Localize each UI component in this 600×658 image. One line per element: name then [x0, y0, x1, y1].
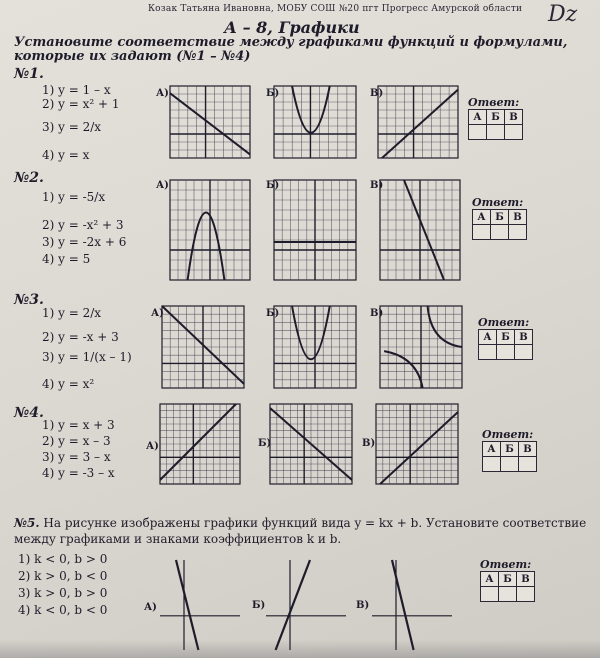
answer-cell[interactable] — [515, 345, 533, 360]
formula-item: 3) y = 1/(x – 1) — [42, 350, 132, 364]
task-number: №1. — [14, 66, 44, 82]
option-item: 4) k < 0, b < 0 — [18, 603, 108, 617]
graph-grid-1v — [378, 86, 458, 158]
graph-label-b: Б) — [266, 88, 280, 99]
task-number: №4. — [14, 405, 44, 421]
formula-item: 4) y = -3 – x — [42, 466, 115, 480]
answer-table — [468, 109, 523, 140]
answer-box — [480, 558, 535, 602]
answer-caption: Ответ: — [478, 316, 530, 329]
graph-label-v: В) — [356, 600, 370, 611]
graph-grid-2b — [274, 180, 356, 280]
graph-label-a: А) — [144, 602, 157, 613]
answer-column-header: А — [481, 572, 499, 587]
graph-label-b: Б) — [266, 180, 280, 191]
answer-caption: Ответ: — [482, 428, 534, 441]
answer-column-header: А — [479, 330, 497, 345]
graph-label-a: А) — [156, 180, 169, 191]
formula-item: 2) y = x² + 1 — [42, 97, 120, 111]
answer-column-header: Б — [491, 210, 509, 225]
answer-column-header: А — [483, 442, 501, 457]
graph-grid-2a — [170, 180, 250, 280]
option-item: 1) k < 0, b > 0 — [18, 552, 108, 566]
answer-cell[interactable] — [499, 587, 517, 602]
graph-grid-1b — [274, 86, 356, 158]
graph-label-a: А) — [151, 308, 164, 319]
graph-grid-3v — [380, 306, 462, 388]
answer-box — [472, 196, 527, 240]
answer-column-header: В — [515, 330, 533, 345]
answer-column-header: В — [505, 110, 523, 125]
answer-cell[interactable] — [505, 125, 523, 140]
instruction-text: Установите соответствие между графиками функций и формулами, которые их задают (№1 – №4) — [14, 35, 568, 64]
graph-label-a: А) — [156, 88, 169, 99]
answer-cell[interactable] — [519, 457, 537, 472]
answer-cell[interactable] — [517, 587, 535, 602]
graph-axes-5v — [372, 560, 452, 650]
task-number: №2. — [14, 170, 44, 186]
graph-line — [176, 560, 198, 650]
task-number: №3. — [14, 292, 44, 308]
formula-item: 3) y = -2x + 6 — [42, 235, 127, 249]
photo-shadow — [0, 640, 600, 658]
graph-grid-3b — [274, 306, 356, 388]
option-item: 2) k > 0, b < 0 — [18, 569, 108, 583]
answer-cell[interactable] — [479, 345, 497, 360]
task5-statement — [14, 515, 594, 547]
graph-line — [392, 560, 414, 650]
answer-cell[interactable] — [473, 225, 491, 240]
graph-label-a: А) — [146, 441, 159, 452]
formula-item: 2) y = x – 3 — [42, 434, 111, 448]
graph-grid-1a — [170, 86, 250, 158]
formula-item: 1) y = 2/x — [42, 306, 102, 320]
handwritten-signature: Dz — [548, 2, 578, 27]
answer-cell[interactable] — [481, 587, 499, 602]
formula-item: 2) y = -x + 3 — [42, 330, 119, 344]
formula-item: 4) y = x² — [42, 377, 95, 391]
answer-cell[interactable] — [483, 457, 501, 472]
answer-table — [482, 441, 537, 472]
page-title: А – 8, Графики — [224, 18, 360, 37]
answer-table — [472, 209, 527, 240]
graph-axes-5a — [160, 560, 240, 650]
answer-caption: Ответ: — [468, 96, 520, 109]
answer-cell[interactable] — [487, 125, 505, 140]
answer-cell[interactable] — [509, 225, 527, 240]
graph-curve — [170, 93, 250, 154]
answer-caption: Ответ: — [480, 558, 532, 571]
answer-column-header: А — [473, 210, 491, 225]
answer-table — [480, 571, 535, 602]
graph-grid-2v — [380, 180, 460, 280]
formula-item: 1) y = -5/x — [42, 190, 106, 204]
answer-box — [478, 316, 533, 360]
formula-item: 2) y = -x² + 3 — [42, 218, 124, 232]
graph-label-v: В) — [370, 308, 384, 319]
task5-text: На рисунке изображены графики функций вида y = kx + b. Установите соответствие между графиками и знаками коэффициентов k и b. — [14, 516, 587, 546]
answer-column-header: А — [469, 110, 487, 125]
answer-column-header: Б — [501, 442, 519, 457]
graph-label-v: В) — [362, 438, 376, 449]
graph-axes-5b — [266, 560, 346, 650]
task-number: №5. — [14, 516, 40, 530]
graph-grid-4a — [160, 404, 240, 484]
graph-line — [276, 560, 310, 650]
answer-column-header: В — [519, 442, 537, 457]
answer-cell[interactable] — [497, 345, 515, 360]
graph-grid-3a — [162, 306, 244, 388]
answer-table — [478, 329, 533, 360]
formula-item: 3) y = 3 – x — [42, 450, 111, 464]
graph-grid-4v — [376, 404, 458, 484]
graph-curve — [380, 412, 458, 484]
author-line: Козак Татьяна Ивановна, МОБУ СОШ №20 пгт Прогресс Амурской области — [148, 4, 523, 14]
answer-box — [468, 96, 523, 140]
answer-column-header: Б — [499, 572, 517, 587]
formula-item: 1) y = 1 – x — [42, 83, 111, 97]
answer-column-header: Б — [497, 330, 515, 345]
graph-grid-4b — [270, 404, 352, 484]
answer-column-header: В — [509, 210, 527, 225]
answer-column-header: В — [517, 572, 535, 587]
formula-item: 3) y = 2/x — [42, 120, 102, 134]
answer-cell[interactable] — [491, 225, 509, 240]
answer-column-header: Б — [487, 110, 505, 125]
answer-cell[interactable] — [469, 125, 487, 140]
formula-item: 1) y = x + 3 — [42, 418, 115, 432]
formula-item: 4) y = x — [42, 148, 90, 162]
answer-caption: Ответ: — [472, 196, 524, 209]
graph-label-b: Б) — [258, 438, 272, 449]
graph-curve — [382, 90, 458, 158]
graph-label-b: Б) — [252, 600, 266, 611]
answer-cell[interactable] — [501, 457, 519, 472]
graph-label-b: Б) — [266, 308, 280, 319]
graph-label-v: В) — [370, 180, 384, 191]
answer-box — [482, 428, 537, 472]
graph-curve — [160, 404, 236, 480]
graph-label-v: В) — [370, 88, 384, 99]
option-item: 3) k > 0, b > 0 — [18, 586, 108, 600]
formula-item: 4) y = 5 — [42, 252, 91, 266]
